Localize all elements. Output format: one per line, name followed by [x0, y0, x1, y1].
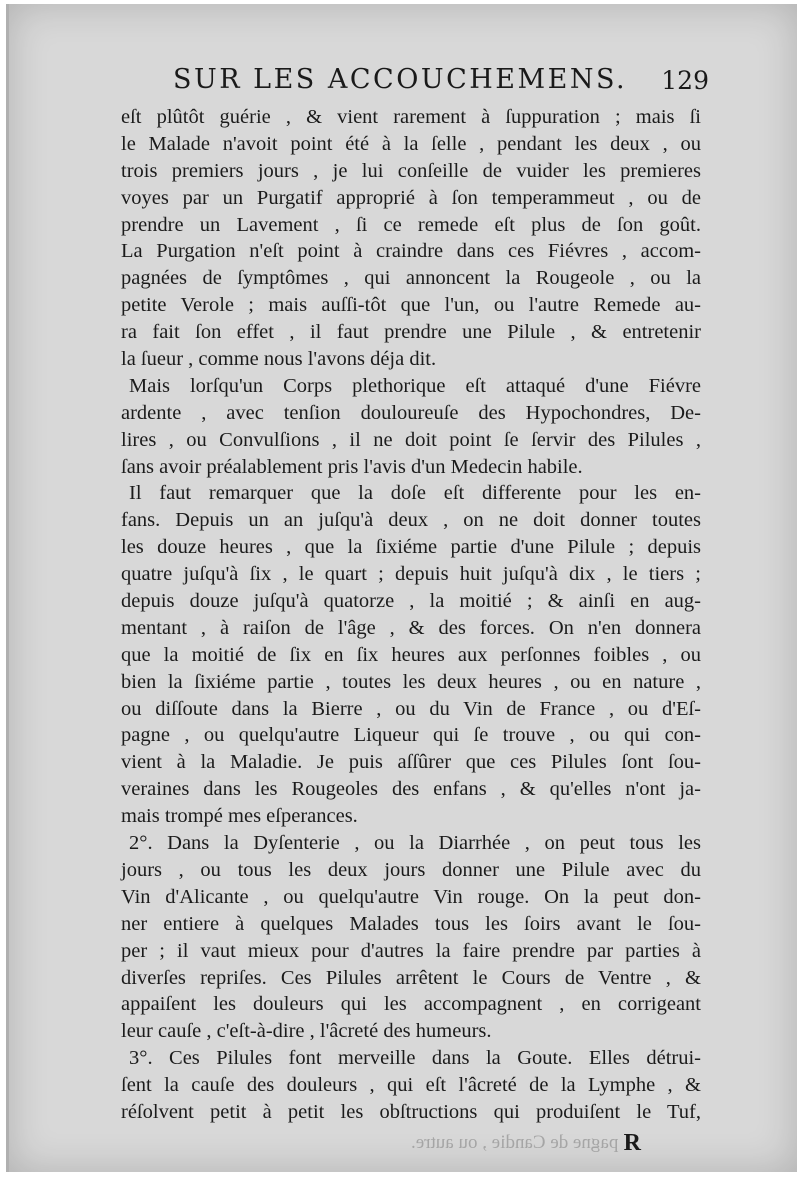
text-line: ſans avoir préalablement pris l'avis d'un Medecin habile. — [121, 455, 583, 478]
running-title: SUR LES ACCOUCHEMENS. — [173, 64, 628, 95]
text-line: 3°. Ces Pilules font merveille dans la Goute. Elles détrui- — [129, 1047, 701, 1070]
text-line: jours , ou tous les deux jours donner une Pilule avec du — [121, 858, 701, 881]
text-line: la ſueur , comme nous l'avons déja dit. — [121, 348, 437, 371]
text-line: ſent la cauſe des douleurs , qui eſt l'âcreté de la Lymphe , & — [121, 1074, 701, 1097]
page-number: 129 — [661, 66, 709, 95]
running-head — [121, 64, 709, 104]
text-line: petite Verole ; mais auſſi-tôt que l'un, ou l'autre Remede au- — [121, 294, 701, 317]
text-line: réſolvent petit à petit les obſtructions qui produiſent le Tuf, — [121, 1100, 701, 1123]
text-line: Il faut remarquer que la doſe eſt differente pour les en- — [129, 482, 701, 505]
text-line: La Purgation n'eſt point à craindre dans ces Fiévres , accom- — [121, 240, 701, 263]
text-line: mentant , à raiſon de l'âge , & des forces. On n'en donnera — [121, 616, 701, 639]
text-line: fans. Depuis un an juſqu'à deux , on ne doit donner toutes — [121, 509, 701, 532]
text-line: Mais lorſqu'un Corps plethorique eſt attaqué d'une Fiévre — [129, 374, 701, 397]
text-line: les douze heures , que la ſixiéme partie d'une Pilule ; depuis — [121, 536, 701, 559]
text-line: depuis douze juſqu'à quatorze , la moitié ; & ainſi en aug- — [121, 590, 701, 613]
text-line: mais trompé mes eſperances. — [121, 805, 358, 828]
text-line: per ; il vaut mieux pour d'autres la faire prendre par parties à — [121, 939, 701, 962]
text-line: que la moitié de ſix en ſix heures aux perſonnes foibles , ou — [121, 643, 701, 666]
text-line: trois premiers jours , je lui conſeille de vuider les premieres — [121, 159, 701, 182]
catchword: R — [623, 1129, 641, 1156]
text-line: eſt plûtôt guérie , & vient rarement à ſuppuration ; mais ſi — [121, 106, 701, 128]
text-line: leur cauſe , c'eſt-à-dire , l'âcreté des humeurs. — [121, 1020, 492, 1043]
page-content — [121, 64, 709, 1156]
text-line: lires , ou Convulſions , il ne doit point ſe ſervir des Pilules , — [121, 428, 701, 451]
text-line: appaiſent les douleurs qui les accompagnent , en corrigeant — [121, 993, 701, 1016]
text-line: prendre un Lavement , ſi ce remede eſt plus de ſon goût. — [121, 213, 701, 236]
body-text — [121, 104, 701, 1126]
text-line: pagnées de ſymptômes , qui annoncent la Rougeole , ou la — [121, 267, 701, 290]
text-line: bien la ſixiéme partie , toutes les deux heures , ou en nature , — [121, 670, 701, 693]
text-line: Vin d'Alicante , ou quelqu'autre Vin rouge. On la peut don- — [121, 885, 701, 908]
text-line: 2°. Dans la Dyſenterie , ou la Diarrhée , on peut tous les — [129, 832, 701, 855]
text-line: ardente , avec tenſion douloureuſe des Hypochondres, De- — [121, 401, 701, 424]
book-page — [6, 4, 797, 1172]
text-line: veraines dans les Rougeoles des enfans , & qu'elles n'ont ja- — [121, 778, 701, 801]
bleed-through-text: pagne de Candie , ou autre. — [411, 1131, 619, 1153]
text-line: le Malade n'avoit point été à la ſelle , pendant les deux , ou — [121, 132, 701, 155]
text-line: ner entiere à quelques Malades tous les ſoirs avant le ſou- — [121, 912, 701, 935]
text-line: ou diſſoute dans la Bierre , ou du Vin de France , ou d'Eſ- — [121, 697, 701, 720]
text-line: quatre juſqu'à ſix , le quart ; depuis huit juſqu'à dix , le tiers ; — [121, 563, 701, 586]
text-line: vient à la Maladie. Je puis aſſûrer que ces Pilules ſont ſou- — [121, 751, 701, 774]
page-footer — [121, 1130, 701, 1160]
text-line: voyes par un Purgatif approprié à ſon temperammeut , ou de — [121, 186, 701, 209]
text-line: diverſes repriſes. Ces Pilules arrêtent le Cours de Ventre , & — [121, 966, 701, 989]
text-line: ra fait ſon effet , il faut prendre une Pilule , & entretenir — [121, 321, 701, 344]
text-line: pagne , ou quelqu'autre Liqueur qui ſe trouve , ou qui con- — [121, 724, 701, 747]
